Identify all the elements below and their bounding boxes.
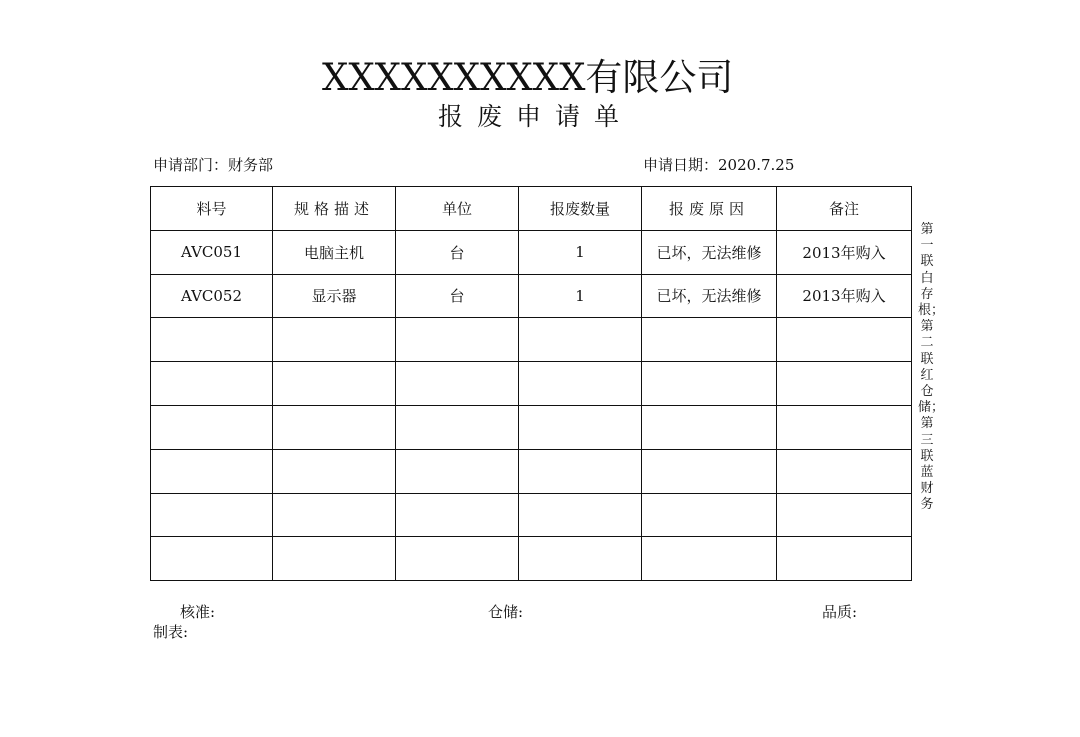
table-row [151,274,912,318]
cell-remark [777,493,912,537]
cell-remark [777,318,912,362]
cell-unit: 台 [396,274,519,318]
department-line [153,154,273,176]
cell-reason [642,537,777,581]
cell-part-no [151,362,273,406]
maker-label: 制表: [153,623,189,641]
cell-remark [777,449,912,493]
table-row [151,537,912,581]
cell-remark: 2013年购入 [777,230,912,274]
storage-label: 仓储: [488,603,524,621]
cell-reason [642,449,777,493]
column-header-quantity: 报废数量 [519,187,642,231]
cell-remark [777,537,912,581]
scrap-table [150,186,912,581]
table-row [151,318,912,362]
cell-remark: 2013年购入 [777,274,912,318]
column-header-unit: 单位 [396,187,519,231]
cell-quantity: 1 [519,230,642,274]
cell-spec [273,405,396,449]
cell-quantity [519,318,642,362]
cell-spec [273,362,396,406]
cell-reason [642,362,777,406]
cell-quantity: 1 [519,274,642,318]
column-header-reason: 报废原因 [642,187,777,231]
department-value: 财务部 [228,156,274,174]
cell-quantity [519,405,642,449]
cell-spec: 显示器 [273,274,396,318]
cell-part-no [151,493,273,537]
cell-reason: 已坏，无法维修 [642,274,777,318]
cell-spec [273,537,396,581]
cell-remark [777,362,912,406]
column-header-part-no: 料号 [151,187,273,231]
cell-unit [396,537,519,581]
cell-unit [396,362,519,406]
column-header-remark: 备注 [777,187,912,231]
company-name: XXXXXXXXXX有限公司 [322,56,734,99]
cell-part-no [151,537,273,581]
cell-unit [396,493,519,537]
table-row [151,449,912,493]
cell-quantity [519,537,642,581]
table-row [151,405,912,449]
cell-remark [777,405,912,449]
cell-reason [642,405,777,449]
cell-spec [273,493,396,537]
copy-distribution-note: 第一联白存根；第二联红仓储；第三联蓝财务 [918,222,945,513]
approve-label: 核准: [180,603,216,621]
table-header-row [151,187,912,231]
table-row [151,230,912,274]
department-label: 申请部门： [153,156,229,174]
cell-spec [273,449,396,493]
date-label: 申请日期： [643,156,719,174]
cell-part-no [151,449,273,493]
cell-quantity [519,449,642,493]
cell-quantity [519,493,642,537]
cell-unit [396,449,519,493]
cell-unit [396,318,519,362]
form-title: 报废申请单 [438,102,634,131]
column-header-spec: 规格描述 [273,187,396,231]
cell-part-no [151,405,273,449]
table-row [151,493,912,537]
cell-reason: 已坏，无法维修 [642,230,777,274]
cell-reason [642,493,777,537]
date-line [643,154,794,176]
cell-spec: 电脑主机 [273,230,396,274]
cell-quantity [519,362,642,406]
cell-unit: 台 [396,230,519,274]
cell-part-no: AVC052 [151,274,273,318]
cell-reason [642,318,777,362]
cell-spec [273,318,396,362]
date-value: 2020.7.25 [718,156,795,174]
table-row [151,362,912,406]
cell-part-no [151,318,273,362]
cell-unit [396,405,519,449]
quality-label: 品质: [822,603,858,621]
cell-part-no: AVC051 [151,230,273,274]
